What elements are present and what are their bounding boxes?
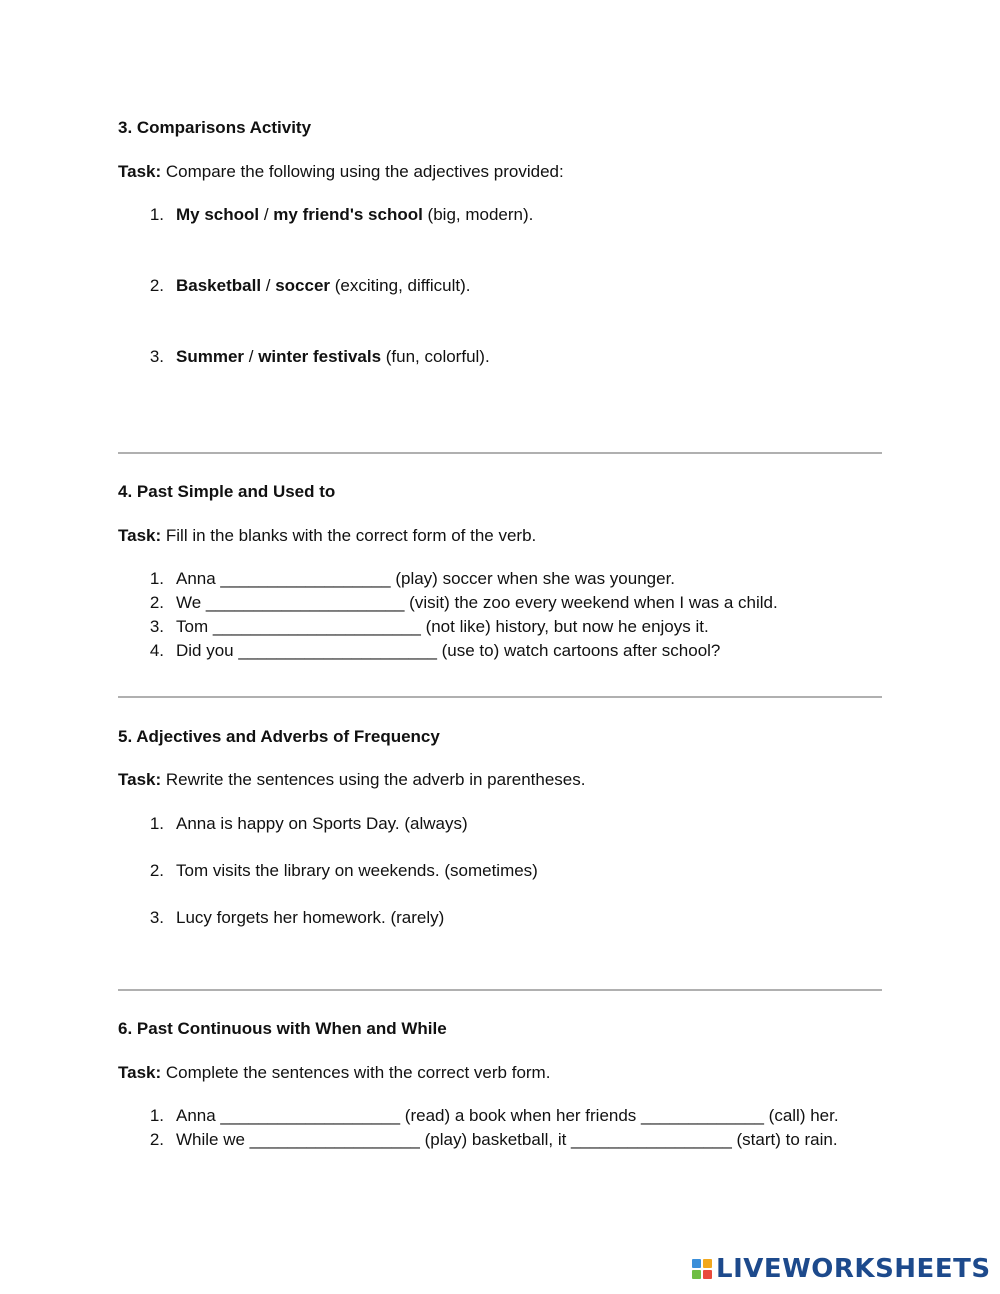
section-3-task bbox=[118, 162, 564, 182]
list-item bbox=[140, 861, 538, 881]
item-number: 1. bbox=[149, 205, 164, 224]
logo-text: LIVEWORKSHEETS bbox=[716, 1254, 991, 1284]
item-subject-b: winter festivals bbox=[258, 347, 382, 366]
item-text: Anna ___________________ (read) a book when her friends _____________ (call) her. bbox=[176, 1106, 839, 1125]
item-text: Anna __________________ (play) soccer when she was younger. bbox=[176, 569, 676, 588]
item-subject-b: my friend's school bbox=[273, 205, 423, 224]
task-text: Rewrite the sentences using the adverb in parentheses. bbox=[161, 770, 586, 789]
list-item bbox=[140, 908, 444, 928]
section-5-task bbox=[118, 770, 585, 790]
item-text: Anna is happy on Sports Day. (always) bbox=[176, 814, 468, 833]
section-6-heading: 6. Past Continuous with When and While bbox=[118, 1019, 447, 1038]
task-label: Task: bbox=[118, 770, 162, 789]
item-number: 2. bbox=[149, 276, 164, 295]
logo-block bbox=[692, 1259, 701, 1268]
section-3-heading: 3. Comparisons Activity bbox=[118, 118, 312, 137]
item-number: 2. bbox=[149, 1130, 164, 1149]
item-number: 1. bbox=[149, 569, 164, 588]
item-number: 1. bbox=[149, 1106, 164, 1125]
task-label: Task: bbox=[118, 1063, 162, 1082]
task-label: Task: bbox=[118, 162, 162, 181]
section-divider bbox=[118, 696, 882, 698]
logo-block bbox=[692, 1270, 701, 1279]
list-item bbox=[140, 1106, 839, 1126]
item-text: While we __________________ (play) basketball, it _________________ (start) to rain. bbox=[176, 1130, 838, 1149]
liveworksheets-logo bbox=[692, 1254, 991, 1284]
list-item bbox=[140, 347, 490, 367]
logo-blocks-icon bbox=[692, 1259, 712, 1279]
task-text: Fill in the blanks with the correct form of the verb. bbox=[161, 526, 537, 545]
list-item bbox=[140, 1130, 838, 1150]
list-item bbox=[140, 617, 709, 637]
item-number: 3. bbox=[149, 908, 164, 927]
item-text: Tom ______________________ (not like) history, but now he enjoys it. bbox=[176, 617, 709, 636]
section-5-heading: 5. Adjectives and Adverbs of Frequency bbox=[118, 727, 440, 746]
item-adjectives: (big, modern). bbox=[422, 205, 534, 224]
item-adjectives: (exciting, difficult). bbox=[330, 276, 471, 295]
list-item bbox=[140, 569, 675, 589]
item-adjectives: (fun, colorful). bbox=[381, 347, 490, 366]
item-number: 2. bbox=[149, 861, 164, 880]
item-slash: / bbox=[244, 347, 259, 366]
section-4-task bbox=[118, 526, 536, 546]
item-slash: / bbox=[259, 205, 274, 224]
item-subject-a: Basketball bbox=[176, 276, 262, 295]
list-item bbox=[140, 593, 778, 613]
item-number: 3. bbox=[149, 347, 164, 366]
section-6-task bbox=[118, 1063, 550, 1083]
item-number: 1. bbox=[149, 814, 164, 833]
item-subject-a: Summer bbox=[176, 347, 245, 366]
list-item bbox=[140, 276, 471, 296]
item-text: Lucy forgets her homework. (rarely) bbox=[176, 908, 445, 927]
logo-block bbox=[703, 1259, 712, 1268]
item-subject-b: soccer bbox=[275, 276, 331, 295]
item-subject-a: My school bbox=[176, 205, 260, 224]
list-item bbox=[140, 641, 720, 661]
item-number: 2. bbox=[149, 593, 164, 612]
section-divider bbox=[118, 452, 882, 454]
list-item bbox=[140, 205, 533, 225]
item-number: 4. bbox=[149, 641, 164, 660]
item-text: We _____________________ (visit) the zoo every weekend when I was a child. bbox=[176, 593, 778, 612]
section-divider bbox=[118, 989, 882, 991]
section-4-heading: 4. Past Simple and Used to bbox=[118, 482, 336, 501]
item-text: Did you _____________________ (use to) watch cartoons after school? bbox=[176, 641, 721, 660]
item-text: Tom visits the library on weekends. (sometimes) bbox=[176, 861, 538, 880]
item-slash: / bbox=[261, 276, 276, 295]
item-number: 3. bbox=[149, 617, 164, 636]
task-text: Compare the following using the adjectives provided: bbox=[161, 162, 564, 181]
task-label: Task: bbox=[118, 526, 162, 545]
task-text: Complete the sentences with the correct verb form. bbox=[161, 1063, 551, 1082]
logo-block bbox=[703, 1270, 712, 1279]
list-item bbox=[140, 814, 468, 834]
